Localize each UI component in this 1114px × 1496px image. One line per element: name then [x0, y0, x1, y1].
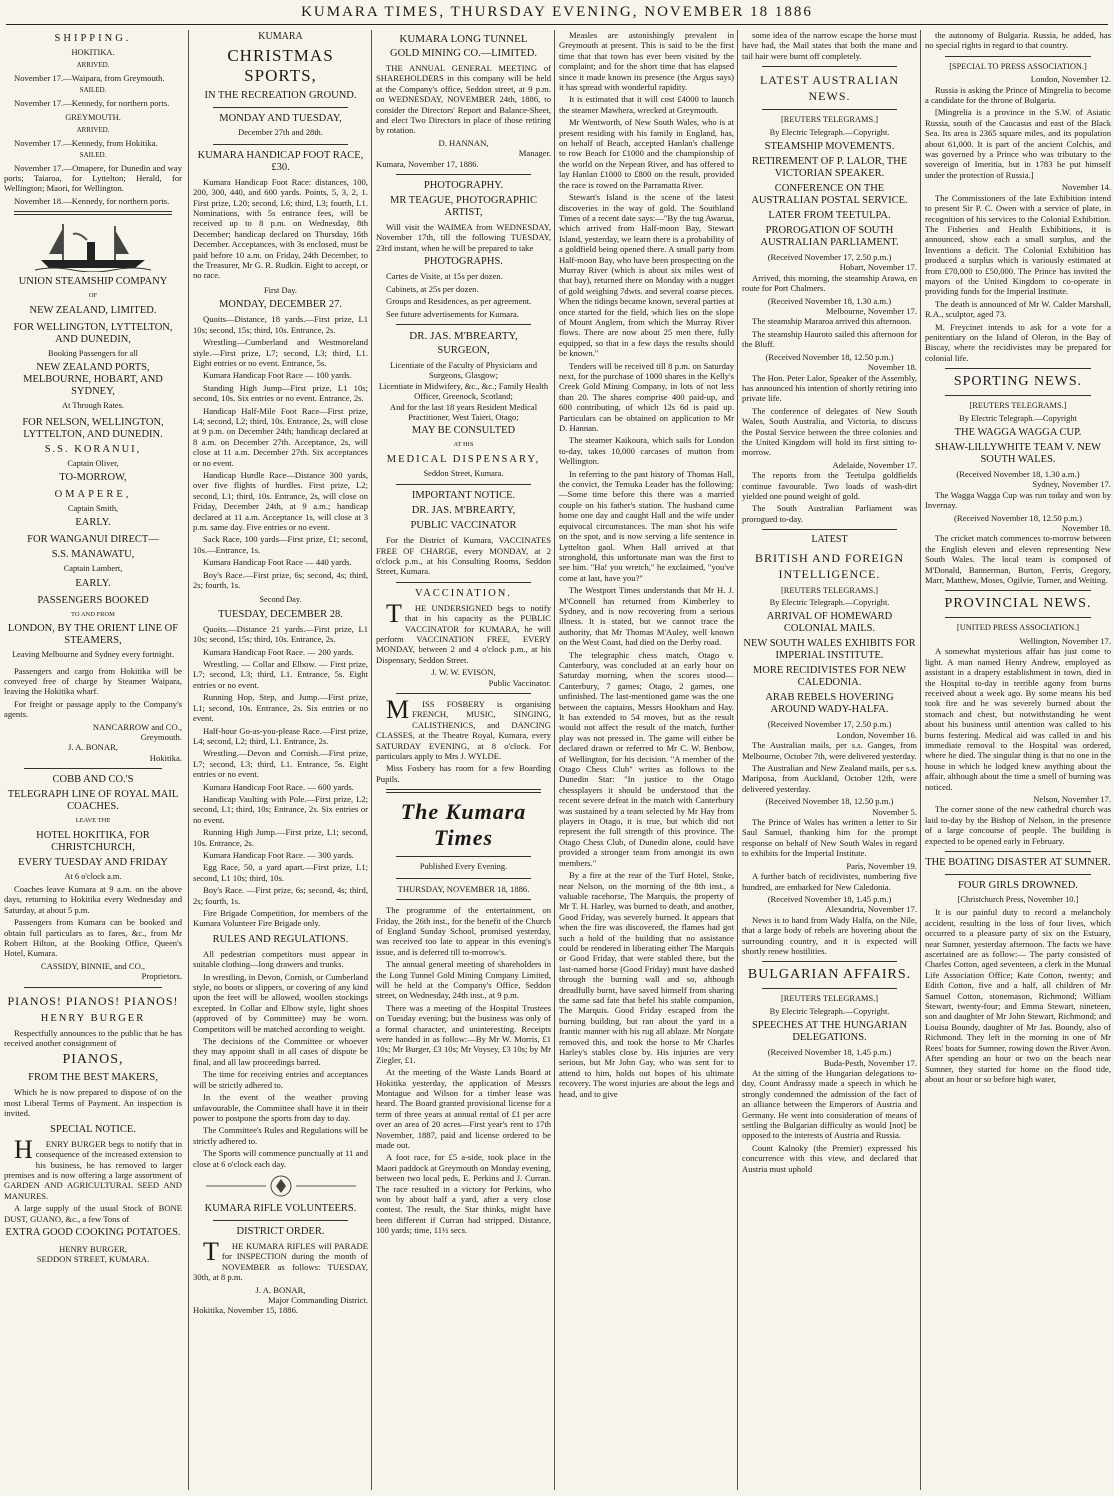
dateline: Buda-Pesth, November 17.: [823, 1057, 917, 1068]
divider: [945, 56, 1091, 57]
arrived-label: ARRIVED.: [76, 61, 110, 70]
subheading: SHAW-LILLYWHITE TEAM V. NEW SOUTH WALES.: [934, 442, 1102, 465]
cobb-leave: LEAVE THE: [75, 817, 111, 825]
parade-notice: THE KUMARA RIFLES will PARADE for INSPECTION during the month of NOVEMBER as follows: TUESDAY, 30th, at 8 p.m.: [193, 1236, 368, 1283]
pianos-terms: Which he is now prepared to dispose of on the most Liberal Terms of Payment. An inspection is invited.: [4, 1087, 182, 1119]
event: Sack Race, 100 yards—First prize, £1; second, 10s.—Entrance, 1s.: [193, 534, 368, 555]
divider: [24, 987, 162, 988]
cobb-para-1: Coaches leave Kumara at 9 a.m. on the above days, returning to Hokitika every Wednesday and Saturday, at about 5 p.m.: [4, 884, 182, 915]
news-item: The cricket match commences to-morrow between the English eleven and eleven representing New South Wales. The local team is composed of M'Donald, Bannerman, Burton, Ferris, Gregory, Marr, Matthew, Moses, Ogilvie, Turner, and Weiting.: [925, 533, 1111, 586]
ship-omapere: OMAPERE,: [54, 488, 132, 500]
proprietors: Proprietors.: [141, 971, 182, 982]
departure-early-1: EARLY.: [75, 517, 111, 529]
divider: [213, 1220, 348, 1221]
event: Running High Jump.—First prize, L1; second, 10s. Entrance, 2s.: [193, 827, 368, 848]
pianos-heading: PIANOS! PIANOS! PIANOS!: [7, 993, 179, 1008]
dateline: Hobart, November 17.: [839, 262, 917, 273]
teague-heading: MR TEAGUE, PHOTOGRAPHIC ARTIST,: [390, 195, 537, 219]
news-item: The corner stone of the new cathedral church was laid to-day by the Bishop of Nelson, in the presence of a large concourse of people. The building is expected to be opened early in February.: [925, 804, 1111, 846]
divider: [762, 529, 897, 530]
greymouth-sailed: November 17.—Omapere, for Dunedin and way ports; Taiaroa, for Lyttelton; Herald, for Wellington; Maori, for Wellington.: [4, 162, 182, 194]
news-item: The programme of the entertainment, on Friday, the 26th inst., for the benefit of the Church of England Sunday School, promised yesterday, was received too late to appear in this evening's issue, and is deferred till to-morrow's.: [376, 905, 551, 957]
bonar-location: Hokitika.: [149, 752, 182, 763]
departure-early-2: EARLY.: [75, 577, 111, 589]
dateline: Adelaide, November 17.: [832, 459, 917, 470]
orient-line: LONDON, BY THE ORIENT LINE OF STEAMERS,: [7, 623, 179, 647]
divider: [945, 617, 1091, 618]
rule-item: In wrestling, in Devon, Cornish, or Cumberland style, no boots or slippers, or covering of any kind upon the feet will be allowed, woollen stockings excepted. In Collar and Elbow style, light shoes (approved of by Committee) may be worn. Competitors will be matched according to weight.: [193, 971, 368, 1034]
divider: [14, 211, 172, 215]
henry-burger: HENRY BURGER: [40, 1012, 146, 1024]
divider: [396, 582, 531, 583]
passengers-booked: PASSENGERS BOOKED: [37, 594, 149, 606]
evison-name: J. W. W. EVISON,: [431, 667, 496, 678]
news-item: The reports from the Teetulpa goldfields continue favourable. Two loads of wash-dirt yielded one pound weight of gold.: [742, 470, 917, 501]
subheading: RETIREMENT OF P. LALOR, THE VICTORIAN SPEAKER.: [751, 156, 908, 180]
bulgarian-affairs-heading: BULGARIAN AFFAIRS.: [747, 967, 912, 983]
event: Wrestling. — Collar and Elbow. — First prize, L7; second, L3; third, L1. Entrance, 5s. Eight entries or no event.: [193, 659, 368, 690]
news-item: Mr Wentworth, of New South Wales, who is at present residing with his family in England, has, on behalf of Beach, accepted Hanlan's challenge to row Beach for £1000 and the championship of the world on the Nepean River, and has offered to lay Hanlan £1000 to £800 on the result, provided the race is rowed on the Parramatta River.: [559, 117, 734, 190]
source-line: [Christchurch Press, November 10.]: [957, 895, 1079, 904]
booking-line: Booking Passengers for all: [47, 348, 139, 358]
news-item: The Commissioners of the late Exhibition intend to present Sir P. C. Owen with a service of plate, in recognition of his services to the Colonial Exhibition. The Fisheries and Health Exhibitions, it is announced, show each a small surplus, and the Inventions a deficit. The Colonial Exhibition has produced a surplus which is variously estimated at from £70,000 to £50,000. The Prince has invited the mayors of the United Kingdom to co-operate in providing funds for the Imperial Institute.: [925, 192, 1111, 297]
second-day: Second Day.: [259, 595, 302, 605]
rule-item: All pedestrian competitors must appear in suitable clothing—long drawers and trunks.: [193, 948, 368, 970]
handicap-para: Kumara Handicap Foot Race: distances, 100, 200, 300, 440, and 600 yards. Points, 5, 3, 2, 1. First prize, L20; second, L6; third, L3; fourth, L1. Nominations, with 5s entrance fees, will be received up to 8 p.m. on Wednesday, 8th December; handicap declared on Thursday, 16th December. Acceptances, with 3s enclosed, must be paid before 10 a.m. on Friday, 24th December, to the Treasurer, Mr G. R. Rudkin. Eight to accept, or no race.: [193, 176, 368, 281]
first-day-date: MONDAY, DECEMBER 27.: [218, 299, 343, 311]
divider: [945, 590, 1091, 591]
ship-koranui: S.S. KORANUI,: [44, 443, 142, 455]
published-line: Published Every Evening.: [419, 862, 508, 872]
divider: [396, 484, 531, 485]
divider: [396, 324, 531, 325]
copyright-line: By Electric Telegraph.—Copyright.: [769, 127, 890, 137]
boating-disaster-heading: THE BOATING DISASTER AT SUMNER.: [925, 857, 1111, 868]
event: Quoits—Distance, 18 yards.—First prize, L1 10s; second, 15s; third, 10s. Entrance, 2s.: [193, 314, 368, 335]
best-makers: FROM THE BEST MAKERS,: [28, 1072, 158, 1084]
fosbery-para: MISS FOSBERY is organising FRENCH, MUSIC, SINGING, CALISTHENICS, and DANCING CLASSES, at the Theatre Royal, Kumara, every SATURDAY EVENING, at 8 o'clock. For particulars apply to Mrs J. WYLDE.: [376, 695, 551, 762]
news-item: By a fire at the rear of the Turf Hotel, Stoke, near Nelson, on the morning of the 8th inst., a valuable racehorse, The Marquis, the property of Mr T. H. Harley, was burned to death, and another, Good Friday, was severely burned. It appears that when the fire was discovered, the flames had got such a hold of the building that no assistance could be rendered in liberating either The Marquis or Good Friday, that were stabled there, but the last-named horse (Good Friday) must have dashed through the burning wall and so, although dreadfully burnt, have saved himself from sharing the same sad fate that befel his stable companion, The Marquis. Good Friday escaped from the burning building, but ran about the yard in a frantic manner with his rug all ablaze. Mr Norgate removed this, and took the horse to Mr Charles Harley's stables close by. His injuries are very serious, but Mr John Gay, who was sent for to attend to him, holds out hopes of his ultimate recovery. The worst injuries are about the legs and head, and to give: [559, 870, 734, 1099]
news-item: The death is announced of Mr W. Calder Marshall, R.A., sculptor, aged 73.: [925, 298, 1111, 320]
reuters-line: [REUTERS TELEGRAMS.]: [780, 585, 879, 595]
burger-address: SEDDON STREET, KUMARA.: [36, 1254, 150, 1265]
divider: [396, 856, 531, 857]
sports-dates: December 27th and 28th.: [238, 128, 323, 138]
event: Kumara Handicap Foot Race. — 600 yards.: [203, 781, 354, 792]
british-foreign-heading: BRITISH AND FOREIGN INTELLIGENCE.: [754, 550, 904, 581]
divider: [396, 693, 531, 694]
masthead: KUMARA TIMES, THURSDAY EVENING, NOVEMBER 18 1886: [301, 4, 813, 20]
rule-item: The time for receiving entries and acceptances will be strictly adhered to.: [193, 1069, 368, 1090]
reuters-line: [REUTERS TELEGRAMS.]: [969, 401, 1067, 411]
event: Quoits.—Distance 21 yards.—First prize, L1 10s; second, 15s; third, 10s. Entrance, 2s.: [193, 623, 368, 645]
price-item: Cartes de Visite, at 15s per dozen.: [386, 271, 503, 282]
divider: [762, 988, 897, 989]
news-item: At the meeting of the Waste Lands Board at Hokitika yesterday, the application of Messrs Montague and Wilson for a timber lease was heard. The Board granted provisional license for a term of three years at annual rental of £1 per acre over an area of 20 acres—First year's rent to 17th November, 1887, paid and license ordered to be made out.: [376, 1067, 551, 1151]
special-notice-heading: SPECIAL NOTICE.: [50, 1123, 136, 1135]
public-vaccinator: PUBLIC VACCINATOR: [410, 520, 517, 532]
news-item: [Mingrelia is a province in the S.W. of Asiatic Russia, south of the Caucasus and east of the Black Sea. Its area is 2365 square miles, and its population about 61,000. It is part of the ancient Colchis, and was governed by a Prince who was tributary to the sovereign of Imeritia, but in 1783 he put himself under the protection of Russia.]: [925, 107, 1111, 180]
event: Running Hop, Step, and Jump.—First prize, L1; second, 10s. Entrance, 2s. Six entries or no event.: [193, 692, 368, 724]
news-item: It is estimated that it will cost £4000 to launch the steamer Mawhera, wrecked at Greymouth.: [559, 94, 734, 115]
union-nz: NEW ZEALAND, LIMITED.: [29, 304, 157, 316]
news-item: In referring to the past history of Thomas Hall, the convict, the Temuka Leader has the following:—Some time before this there was a married couple on his father's station. The husband came home one day and caught Hall and the wife under equivocal circumstances. The man shot his wife on the spot, and is now serving a life sentence in Lyttelton gaol. When Hall arrived at that stronghold, this unfortunate man was the first to see him. "Ha! you wretch," he exclaimed, "you've come at last, have you?": [559, 468, 734, 583]
event: Handicap Hurdle Race—Distance 300 yards, over five flights of hurdles. First prize, L2; second, L1; third, 10s. Entrance, 2s, will close on Friday, December 24th, at 9 a.m.; handicap declared at 11 a.m. Acceptance 1s, will close at 3 p.m. same day. Five entries or no event.: [193, 469, 368, 532]
steamship-illustration: [33, 220, 153, 272]
captain-lambert: Captain Lambert,: [63, 564, 123, 574]
received-line: (Received November 18, 1.45 p.m.): [767, 893, 892, 904]
greymouth-heading: GREYMOUTH.: [65, 113, 121, 123]
first-day: First Day.: [264, 285, 297, 295]
news-item: some idea of the narrow escape the horse must have had, the Mail states that both the mane and tail hair were burnt off completely.: [742, 30, 917, 61]
teague-para: Will visit the WAIMEA from WEDNESDAY, November 17th, till the following TUESDAY, 23rd instant, when he will be prepared to take: [376, 222, 551, 253]
cargo-notice: Passengers and cargo from Hokitika will be conveyed free of charge by Steamer Waipara, leaving the Hokitika wharf.: [4, 665, 182, 697]
reuters-line: [REUTERS TELEGRAMS.]: [780, 994, 879, 1004]
see-future: See future advertisements for Kumara.: [386, 308, 519, 319]
dateline: Sydney, November 17.: [1032, 479, 1111, 490]
news-item: The Australian and New Zealand mails, per s.s. Mariposa, from Auckland, October 12th, were delivered yesterday.: [742, 763, 917, 794]
latest-label: LATEST: [811, 534, 848, 546]
hokitika-date: Hokitika, November 15, 1886.: [193, 1305, 299, 1316]
news-item: News is to hand from Wady Halfa, on the Nile, that a large body of rebels are hovering about the surrounding country, and it is expected will shortly renew hostilities.: [742, 914, 917, 956]
news-item: Arrived, this morning, the steamship Arawa, en route for Port Chalmers.: [742, 272, 917, 294]
column-4: [554, 30, 738, 1490]
union-steamship-heading: UNION STEAMSHIP COMPANY: [18, 276, 168, 288]
evison-title: Public Vaccinator.: [488, 677, 551, 688]
vaccination-heading: VACCINATION.: [414, 587, 513, 599]
special-notice-para-2: A large supply of the usual Stock of BONE DUST, GUANO, &c., a few Tons of: [4, 1203, 182, 1224]
latest-australian-heading: LATEST AUSTRALIAN NEWS.: [759, 73, 900, 104]
news-item: The Hon. Peter Lalor, Speaker of the Assembly, has announced his intention of shortly retiring into private life.: [742, 372, 917, 404]
pianos-subheading: PIANOS,: [62, 1052, 124, 1068]
event: Kumara Handicap Foot Race — 100 yards.: [203, 370, 352, 381]
agents-name: NANCARROW and CO.,: [92, 721, 182, 732]
cobb-hotel: HOTEL HOKITIKA, FOR CHRISTCHURCH,: [36, 829, 150, 853]
dr-mbrearty-heading: DR. JAS. M'BREARTY,: [409, 329, 518, 342]
sports-kumara: KUMARA: [258, 31, 303, 42]
sailed-label: SAILED.: [79, 86, 107, 95]
event: Boy's Race.—First prize, 6s; second, 4s; third, 2s; fourth, 1s.: [193, 569, 368, 591]
crest-ornament-icon: [196, 1173, 366, 1199]
rules-heading: RULES AND REGULATIONS.: [212, 933, 349, 945]
divider: [762, 109, 897, 110]
vaccinates-notice: For the District of Kumara, VACCINATES FREE OF CHARGE, every MONDAY, at 2 o'clock p.m., at his Consulting Rooms, Seddon Street, Kumara.: [376, 535, 551, 577]
captain-oliver: Captain Oliver,: [67, 458, 119, 468]
received-line: (Received November 18, 12.50 p.m.): [765, 351, 894, 362]
rule-item: In the event of the weather proving unfavourable, the Committee shall have it in their power to postpone the sports from day to day.: [193, 1092, 368, 1123]
subheading: NEW SOUTH WALES EXHIBITS FOR IMPERIAL INSTITUTE.: [743, 638, 916, 662]
united-press-line: [UNITED PRESS ASSOCIATION.]: [956, 623, 1080, 633]
copyright-line: By Electric Telegraph.—Copyright.: [769, 1006, 890, 1016]
fosbery-para-2: Miss Fosbery has room for a few Boarding Pupils.: [376, 763, 551, 784]
received-line: (Received November 17, 2.50 p.m.): [767, 719, 892, 730]
news-item: Count Kalnoky (the Premier) expressed his concurrence with this view, and declared that Austria must uphold: [742, 1142, 917, 1174]
nz-ports: NEW ZEALAND PORTS, MELBOURNE, HOBART, AND SYDNEY,: [23, 362, 163, 398]
received-line: (Received November 18, 1.30 a.m.): [767, 295, 892, 306]
burger-signature: HENRY BURGER,: [59, 1243, 127, 1254]
photography-heading: PHOTOGRAPHY.: [423, 180, 504, 192]
news-item: It is our painful duty to record a melancholy accident, resulting in the loss of four lives, which occurred to a pleasure party of six on the Estuary, near Sumner, yesterday afternoon. The facts we have ascertained are as follow:— The party consisted of Charles Cotton, aged seventeen, a clerk in the Mutual Life Association Office; Kate Cotton, twenty; and Edith Cotton, five and a half, all children of Mr Samuel Cotton, stonemason, Richmond; William Stewart, twenty-four; and Emma Stewart, nineteen, son and daughter of Mr John Stewart, Richmond; and Louisa Boundy, daughter of Mr Jas. Boundy, also of Richmond. They left in the morning in one of Mr Rees' boats for Sumner, rowing down the River Avon. After spending an hour or two on the beach near Sumner, they started for home on the flood tide, about an hour or so before high water,: [925, 907, 1111, 1084]
news-item: The steamer Kaikoura, which sails for London to-day, takes 10,000 carcases of mutton from Wellington.: [559, 435, 734, 467]
shipping-heading: SHIPPING.: [54, 33, 132, 44]
news-item: The Westport Times understands that Mr H. J. M'Connell has returned from Kimberley to Sydney, and is now recovering from a serious illness. It is stated, but we cannot trace the authority, that Mr Thomas M'Auley, well known on the West Coast, had died on the Derby road.: [559, 585, 734, 648]
rule-item: The Sports will commence punctually at 11 and close at 6 o'clock each day.: [193, 1148, 368, 1169]
received-line: (Received November 18, 12.50 p.m.): [954, 512, 1082, 523]
dateline: London, November 12.: [1030, 74, 1111, 85]
manager-title: Manager.: [518, 148, 551, 159]
reuters-line: [REUTERS TELEGRAMS.]: [780, 115, 879, 125]
sports-days: MONDAY AND TUESDAY,: [219, 113, 342, 125]
agents-location: Greymouth.: [140, 731, 182, 742]
cobb-days: EVERY TUESDAY AND FRIDAY: [18, 856, 168, 868]
subheading: THE WAGGA WAGGA CUP.: [954, 427, 1082, 438]
cobb-line: TELEGRAPH LINE OF ROYAL MAIL COACHES.: [7, 789, 179, 813]
second-day-date: TUESDAY, DECEMBER 28.: [218, 608, 343, 620]
news-item: At the sitting of the Hungarian delegations to-day, Count Andrassy made a speech in which he strongly condemned the admission of the fact of an alliance between the Emperors of Austria and Germany. He went into consideration of means of settling the Bulgarian difficulty as would [not] be opposed to the interests of Austria and Russia.: [742, 1067, 917, 1141]
resident: And for the last 18 years Resident Medical Practitioner, West Taieri, Otago;: [389, 401, 538, 422]
column-2: [188, 30, 372, 1490]
subheading: STEAMSHIP MOVEMENTS.: [764, 141, 895, 153]
sporting-news-heading: SPORTING NEWS.: [953, 374, 1083, 390]
bonar-signature: J. A. BONAR,: [255, 1284, 306, 1295]
subheading: ARAB REBELS HOVERING AROUND WADY-HALFA.: [765, 692, 894, 716]
district-order: DISTRICT ORDER.: [236, 1225, 325, 1237]
news-item: Measles are astonishingly prevalent in Greymouth at present. This is said to be the first time that that town has ever been visited by the complaint; and for the short time that has elapsed since it made known its presence (the Argus says) it has spread with wonderful rapidity.: [559, 30, 734, 93]
news-item: The steamship Hauroto sailed this afternoon for the Bluff.: [742, 328, 917, 350]
major-title: Major Commanding District.: [267, 1294, 368, 1305]
event: Fire Brigade Competition, for members of the Kumara Volunteer Fire Brigade only.: [193, 908, 368, 929]
price-item: Groups and Residences, as per agreement.: [386, 296, 532, 307]
column-6: [920, 30, 1114, 1490]
dateline: London, November 16.: [836, 729, 917, 740]
event: Kumara Handicap Foot Race — 440 yards.: [203, 557, 352, 568]
event: Egg Race, 50, a yard apart.—First prize, L1; second, L1 10s; third, 10s.: [193, 862, 368, 883]
licentiate-2: Licentiate in Midwifery, &c., &c.; Family Health Officer, Greenock, Scotland;: [378, 380, 549, 402]
news-item: Tenders will be received till 8 p.m. on Saturday next, for the purchase of 1000 shares in the Kelly's Creek Gold Mining Company, in lots of not less than 20. The shares comprise 400 paid-up, and 600 contributing, of which 12s 6d is paid up. Particulars can be obtained on application to Mr D. Hannan.: [559, 360, 734, 434]
event: Half-hour Go-as-you-please Race.—First prize, L4; second, L2; third, L1. Entrance, 2s.: [193, 725, 368, 746]
departure-tomorrow: TO-MORROW,: [59, 471, 127, 483]
event: Kumara Handicap Foot Race. — 300 yards.: [203, 849, 354, 860]
rule-item: The decisions of the Committee or whoever they may appoint shall in all cases of dispute be final, and all law proceedings barred.: [193, 1036, 368, 1067]
handicap-title: KUMARA HANDICAP FOOT RACE, £30.: [197, 149, 364, 173]
news-item: A further batch of recidivistes, numbering five hundred, are embarked for New Caledonia.: [742, 871, 917, 892]
event: Handicap Half-Mile Foot Race—First prize, L4; second, L2; third, 10s. Entrance, 2s, will close at 9 p.m. on December 24th; handicap declared at 8 a.m. on December 27th. Acceptance, 2s, will close at 11 a.m. December 27th. Six acceptances or no event.: [193, 405, 368, 468]
dateline: Melbourne, November 17.: [825, 306, 917, 317]
hokitika-arrival: November 17.—Waipara, from Greymouth.: [14, 72, 165, 83]
event: Handicap Vaulting with Pole.—First prize, L2; second, L1; third, 10s; Entrance, 2s. Six entries or no event.: [193, 793, 368, 825]
subheading: MORE RECIDIVISTES FOR NEW CALEDONIA.: [752, 665, 907, 689]
issue-date: THURSDAY, NOVEMBER 18, 1886.: [397, 883, 530, 894]
captain-smith: Captain Smith,: [67, 503, 119, 513]
divider: [762, 961, 897, 962]
dateline: Alexandria, November 17.: [825, 904, 917, 915]
divider: [945, 368, 1091, 369]
photographs: PHOTOGRAPHS.: [424, 256, 503, 268]
copyright-line: By Electric Telegraph.—Copyright: [959, 413, 1077, 423]
dateline: Paris, November 19.: [846, 860, 917, 871]
vaccination-para: THE UNDERSIGNED begs to notify that in his capacity as the PUBLIC VACCINATOR for KUMARA, he will perform VACCINATION FREE, EVERY MONDAY, between 2 and 4 o'clock p.m., at his Dispensary, Seddon Street.: [376, 598, 551, 665]
bonar-name: J. A. BONAR,: [68, 742, 118, 753]
divider: [213, 144, 348, 145]
subheading: CONFERENCE ON THE AUSTRALIAN POSTAL SERVICE.: [751, 183, 908, 207]
long-tunnel-heading: KUMARA LONG TUNNEL: [399, 33, 528, 45]
surgeon: SURGEON,: [437, 344, 490, 356]
ship-manawatu: S.S. MANAWATU,: [51, 549, 135, 561]
event: Kumara Handicap Foot Race. — 200 yards.: [203, 646, 354, 657]
through-rates: At Through Rates.: [62, 401, 124, 411]
dateline: Wellington, November 17.: [1019, 635, 1111, 646]
column-1: [4, 30, 186, 1490]
special-notice-para: HENRY BURGER begs to notify that in consequence of the increased extension to his business, he has removed to larger premises and is now offering a large assortment of GARDEN AND AGRICULTURAL SEED AND MANURES.: [4, 1134, 182, 1201]
news-item: the autonomy of Bulgaria. Russia, he added, has no special rights in regard to that country.: [925, 30, 1111, 51]
provincial-news-heading: PROVINCIAL NEWS.: [944, 596, 1092, 612]
news-item: The South Australian Parliament was prorogued to-day.: [742, 503, 917, 524]
recreation-ground: IN THE RECREATION GROUND.: [204, 90, 357, 102]
route-1: FOR WELLINGTON, LYTTELTON, AND DUNEDIN,: [13, 321, 173, 345]
news-item: There was a meeting of the Hospital Trustees on Tuesday evening; but the business was only of a formal character, and uninteresting. Receipts were handed in as follow:—By Mr W. Morris, £1 10s; Mr Burger, £3 10s; Mr Voysey, £3 10s; by Mr Ziegler, £1.: [376, 1002, 551, 1065]
fortnightly: Leaving Melbourne and Sydney every fortnight.: [12, 650, 174, 660]
cobb-time: At 6 o'clock a.m.: [64, 871, 122, 881]
dateline: November 14.: [1061, 182, 1111, 193]
event: Standing High Jump—First prize, L1 10s; second, 10s. Six entries or no event. Entrance, 2s.: [193, 382, 368, 404]
received-line: (Received November 18, 12.50 p.m.): [765, 796, 894, 807]
freight-notice: For freight or passage apply to the Company's agents.: [4, 698, 182, 720]
copyright-line: By Electric Telegraph.—Copyright.: [769, 598, 890, 607]
subheading: LATER FROM TEETULPA.: [768, 210, 891, 222]
divider: [396, 174, 531, 175]
agm-notice: THE ANNUAL GENERAL MEETING of SHAREHOLDERS in this company will be held at the Company's office, Seddon street, at 9 p.m. on WEDNESDAY, NOVEMBER 24th, 1886, to consider the Directors' Report and Balance-Sheet, and elect Two Directors in place of those retiring by rotation.: [376, 63, 551, 136]
dr-mbrearty-heading-2: DR. JAS. M'BREARTY,: [411, 505, 516, 517]
event: Boy's Race. —First prize, 6s; second, 4s; third, 2s; fourth, 1s.: [193, 885, 368, 906]
dateline: November 18.: [867, 362, 917, 373]
news-item: Stewart's Island is the scene of the latest discoveries in the way of gold. The Southland Times of a recent date says:—"By the tug Awarua, which arrived from Half-moon Bay, Stewart Island, yesterday, we learn there is a probability of a goldfield being opened there. A small party from Half-moon Bay, who have been prospecting on the Murray River (which is about six miles west of that bay), returned there on Monday with a nugget of gold weighing 7dwts. and several coarse pieces. When the tidings became known, several parties at once started for the field, which lies on the slope of Mount Anglem, from which the Murray River flows. There are now about 25 men there, fully equipped, so that in a few days the results should be known.": [559, 192, 734, 359]
divider: [213, 107, 348, 108]
route-3: FOR WANGANUI DIRECT—: [27, 534, 159, 546]
divider: [945, 874, 1091, 875]
potatoes-line: EXTRA GOOD COOKING POTATOES.: [5, 1226, 181, 1238]
news-item: A somewhat mysterious affair has just come to light. A man named Henry Andrew, employed as assistant in a drapery establishment in town, died in the Hospital to-day in terrible agony from burns received about a week ago. By some means his bed took fire and he was severely burned about the stomach and chest, but notwithstanding he went about his business until attention was called to his burns festering. Medical aid was called in and his immediate removal to the Hospital was ordered, where he died. The singular thing is that no one in the house in which he lodged knew anything about the affair, although about the time a smell of burning was noticed.: [925, 646, 1111, 792]
divider: [24, 768, 162, 769]
news-item: A foot race, for £5 a-side, took place in the Maori paddock at Greymouth on Monday evening, between two local peds, E. Perkins and J. Curran. The race resulted in a victory for Perkins, who won by about half a yard, after a very close contest. The result, the Star thinks, might have been different if Curran had stripped. Distance, 100 yards; time, 11½ secs.: [376, 1152, 551, 1236]
press-association-line: [SPECIAL TO PRESS ASSOCIATION.]: [949, 61, 1087, 71]
greymouth-sailed-2: November 18.—Kennedy, for northern ports.: [14, 195, 170, 206]
burger-para: Respectfully announces to the public that he has received another consignment of: [4, 1027, 182, 1049]
news-item: Russia is asking the Prince of Mingrelia to become a candidate for the throne of Bulgaria.: [925, 84, 1111, 106]
at-his: AT HIS: [453, 441, 474, 449]
dateline: November 18.: [1061, 523, 1111, 534]
divider: [386, 789, 541, 793]
christmas-sports-heading: CHRISTMAS SPORTS,: [227, 46, 334, 86]
arrived-label: ARRIVED.: [76, 126, 110, 135]
nameplate: The Kumara Times: [400, 799, 527, 851]
news-item: M. Freycinet intends to ask for a vote for a penitentiary on the Island of Oleron, in the Bay of Biscay, where the recidivistes may be prepared for colonial life.: [925, 321, 1111, 363]
greymouth-arrival: November 17.—Kennedy, from Hokitika.: [14, 137, 158, 148]
column-5: [737, 30, 921, 1490]
price-item: Cabinets, at 25s per dozen.: [386, 283, 479, 294]
may-be-consulted: MAY BE CONSULTED: [411, 425, 516, 437]
cassidy-name: CASSIDY, BINNIE, and CO.,: [40, 960, 146, 971]
important-notice: IMPORTANT NOTICE.: [411, 490, 516, 502]
received-line: (Received November 18, 1.45 p.m.): [767, 1047, 892, 1058]
route-2: FOR NELSON, WELLINGTON, LYTTELTON, AND DUNEDIN.: [22, 416, 164, 440]
hannan-name: D. HANNAN,: [438, 137, 489, 148]
column-3: [371, 30, 555, 1490]
seddon-street: Seddon Street, Kumara.: [423, 468, 504, 478]
received-line: (Received November 18, 1.30 a.m.): [956, 469, 1080, 479]
masthead-rule: [6, 24, 1108, 25]
event: Wrestling.—Devon and Cornish.—First prize, L7; second, L3; third, L1. Entrance, 5s. Eight entries or no event.: [193, 748, 368, 780]
divider: [396, 899, 531, 900]
divider: [396, 878, 531, 879]
news-item: The Wagga Wagga Cup was run today and won by Invernay.: [925, 489, 1111, 511]
news-item: The Australian mails, per s.s. Ganges, from Melbourne, October 7th, were delivered yesterday.: [742, 740, 917, 761]
sailed-label: SAILED.: [79, 151, 107, 160]
kumara-date: Kumara, November 17, 1886.: [376, 158, 479, 169]
divider: [945, 851, 1091, 852]
rule-item: The Committee's Rules and Regulations will be strictly adhered to.: [193, 1125, 368, 1146]
subheading: SPEECHES AT THE HUNGARIAN DELEGATIONS.: [751, 1020, 908, 1044]
hokitika-sailed: November 17.—Kennedy, for northern ports.: [14, 97, 170, 108]
divider: [945, 395, 1091, 396]
rifle-volunteers-heading: KUMARA RIFLE VOLUNTEERS.: [204, 1202, 357, 1214]
received-line: (Received November 17, 2.50 p.m.): [767, 252, 892, 263]
licentiate: Licentiate of the Faculty of Physicians and Surgeons, Glasgow;: [389, 359, 537, 381]
divider: [762, 66, 897, 67]
union-of: OF: [88, 292, 98, 300]
to-and-from: TO AND FROM: [71, 610, 115, 618]
four-girls-heading: FOUR GIRLS DROWNED.: [958, 880, 1078, 891]
hokitika-heading: HOKITIKA.: [71, 48, 115, 57]
news-item: The telegraphic chess match, Otago v. Canterbury, was concluded at an early hour on Saturday morning, when the scores stood—Canterbury, 7 games; Otago, 2 games, one unfinished. The last-mentioned game was the one between the captains, Messrs Hookham and Hay. It has extended to 54 moves, but as the result would not affect the result of the match, further play was not pressed in. The game will either be declared drawn or referred to Mr C. W. Benbow, of Wellington, for his decision. "A member of the Otago Chess Club" writes as follows to the Dunedin Star: "In justice to the Otago chessplayers it should be understood that the recent severe defeat in the match with Canterbury was sustained by a team selected by Mr Hay from players in Otago, it is true, but which did not represent the full strength of this province. The Otago Chess Club, of Dunedin alone, could have provided a stronger team from amongst its own members.": [559, 649, 734, 868]
medical-dispensary: MEDICAL DISPENSARY,: [386, 453, 541, 465]
news-item: The Prince of Wales has written a letter to Sir Saul Samuel, thanking him for the prompt response on behalf of New South Wales in regard to exhibits for the Imperial Institute.: [742, 817, 917, 859]
subheading: PROROGATION OF SOUTH AUSTRALIAN PARLIAMENT.: [760, 225, 899, 249]
news-item: The annual general meeting of shareholders in the Long Tunnel Gold Mining Company Limited, will be held at the Company's Office, Seddon street, on Wednesday, 24th inst., at 9 p.m.: [376, 959, 551, 1001]
dateline: Nelson, November 17.: [1033, 793, 1111, 804]
dateline: November 5.: [872, 806, 917, 817]
cobb-heading: COBB AND CO.'S: [52, 774, 134, 786]
event: Wrestling—Cumberland and Westmoreland style.—First prize, L7; second, L3; third, L1. Eight entries or no event. Entrance, 5s.: [193, 337, 368, 368]
news-item: The conference of delegates of New South Wales, South Australia, and Victoria, to discuss the Postal Service between the three colonies and the United Kingdom will hold its first sitting to-morrow.: [742, 405, 917, 458]
long-tunnel-subheading: GOLD MINING CO.—LIMITED.: [390, 48, 537, 59]
subheading: ARRIVAL OF HOMEWARD COLONIAL MAILS.: [766, 611, 893, 635]
cobb-para-2: Passengers from Kumara can be booked and obtain full particulars as to fares, &c., from Mr Robert Hilton, at the Booking Office, Queen's Hotel, Kumara.: [4, 917, 182, 959]
news-item: The steamship Mararoa arrived this afternoon.: [752, 316, 912, 327]
